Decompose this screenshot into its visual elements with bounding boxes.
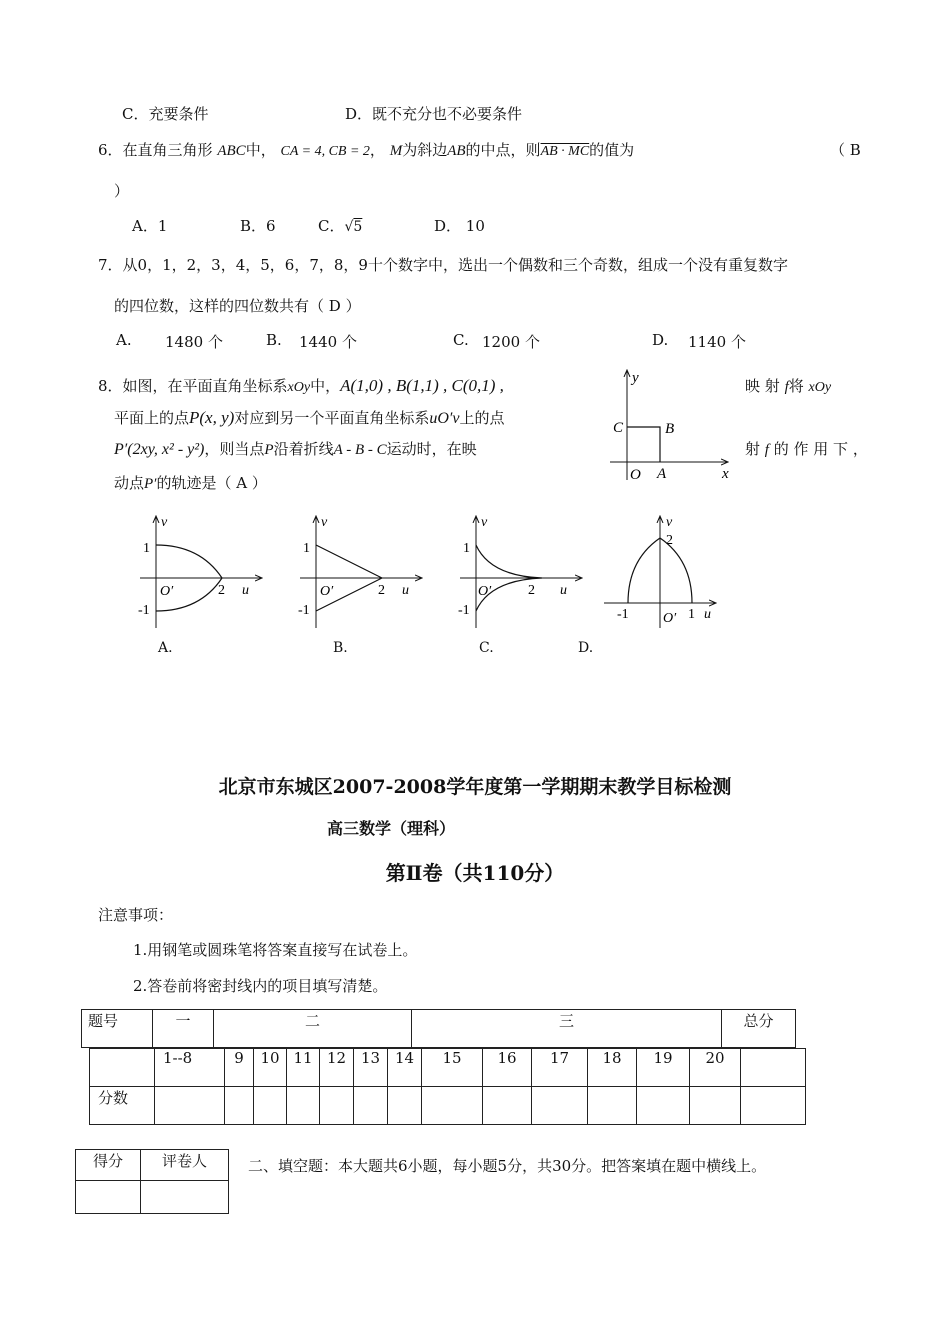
- q8-text: 沿着折线: [273, 440, 334, 458]
- cell-q20: 20: [690, 1049, 741, 1087]
- q7-option-c: C.: [453, 331, 469, 349]
- score-cell[interactable]: [532, 1087, 588, 1125]
- q6-option-a: A．1: [132, 217, 168, 235]
- tick-neg1: -1: [458, 603, 470, 618]
- cell-q14: 14: [388, 1049, 422, 1087]
- score-cell[interactable]: [588, 1087, 637, 1125]
- cell-score-label: 分数: [90, 1087, 155, 1125]
- q8-text: 平面上的点: [114, 409, 190, 427]
- origin-label: O′: [478, 584, 492, 599]
- cell-q18: 18: [588, 1049, 637, 1087]
- u-label: u: [242, 583, 249, 598]
- cell-q9: 9: [225, 1049, 254, 1087]
- tick-neg1: -1: [298, 603, 310, 618]
- tick-1: 1: [463, 541, 470, 556]
- q8-text: 上的点: [459, 409, 505, 427]
- q5-option-c: C．充要条件: [122, 105, 209, 123]
- grader-table: [75, 1149, 229, 1214]
- tick-1: 1: [688, 607, 695, 622]
- score-table-header: [81, 1009, 796, 1048]
- q7-option-d: D.: [652, 331, 669, 349]
- q8-text: 的 作 用 下 ，: [773, 440, 868, 458]
- x-label: x: [722, 466, 729, 482]
- grader-score-cell[interactable]: [76, 1181, 141, 1214]
- q7-option-d-value: 1140 个: [688, 333, 746, 351]
- q8-point: P′: [144, 476, 157, 492]
- q7-line1: 7．从0，1，2，3，4，5，6，7，8，9十个数字中，选出一个偶数和三个奇数，组成一个没有重复数字: [98, 256, 788, 274]
- origin-label: O′: [160, 584, 174, 599]
- score-cell[interactable]: [320, 1087, 354, 1125]
- q6-option-d: D． 10: [434, 217, 485, 235]
- q8-text: 射: [745, 440, 761, 458]
- origin-label: O: [630, 467, 641, 483]
- point-b-label: B: [665, 421, 675, 437]
- score-cell[interactable]: [287, 1087, 320, 1125]
- q8-text: 8．如图，在平面直角坐标系: [98, 377, 288, 395]
- cell-q15: 15: [422, 1049, 483, 1087]
- score-cell[interactable]: [741, 1087, 806, 1125]
- section-2-heading: 二、填空题：本大题共6小题，每小题5分，共30分。把答案填在题中横线上。: [248, 1157, 767, 1175]
- graph-label-c: C.: [479, 640, 494, 656]
- q8-text: 动点: [114, 474, 145, 492]
- score-cell[interactable]: [422, 1087, 483, 1125]
- notice-item-1: 1.用钢笔或圆珠笔将答案直接写在试卷上。: [133, 941, 418, 959]
- q8-line2: [114, 407, 505, 428]
- score-cell[interactable]: [225, 1087, 254, 1125]
- cell-blank: [90, 1049, 155, 1087]
- cell-q11: 11: [287, 1049, 320, 1087]
- q6-text: 的中点，则: [465, 141, 541, 159]
- q6-dot-product: AB · MC: [540, 144, 590, 159]
- tick-2: 2: [218, 583, 225, 598]
- graph-c: [450, 510, 590, 635]
- q8-figure: [600, 362, 740, 487]
- q8-line1-right: [745, 375, 831, 396]
- cell-q10: 10: [254, 1049, 287, 1087]
- q8-map: f: [764, 442, 769, 458]
- q6-number: 6．: [98, 141, 123, 159]
- q7-option-b-value: 1440 个: [299, 333, 357, 351]
- q8-text: 映 射: [745, 377, 780, 395]
- cell-total-score[interactable]: [741, 1049, 806, 1087]
- graph-label-d: D.: [578, 640, 594, 656]
- q6-text: 中，: [245, 141, 276, 159]
- q7-line2: 的四位数，这样的四位数共有（ D ）: [114, 297, 361, 315]
- q8-point-p: P(x, y): [189, 408, 235, 427]
- tick-1: 1: [303, 541, 310, 556]
- q8-point: P: [264, 442, 274, 458]
- cell-q19: 19: [637, 1049, 690, 1087]
- notice-item-2: 2.答卷前将密封线内的项目填写清楚。: [133, 977, 388, 995]
- q8-text: 的轨迹是（ A ）: [156, 474, 267, 492]
- square-path: [627, 427, 660, 462]
- q7-option-c-value: 1200 个: [482, 333, 540, 351]
- cell-q13: 13: [354, 1049, 388, 1087]
- y-label: y: [632, 370, 639, 386]
- score-cell[interactable]: [155, 1087, 225, 1125]
- q8-image-point: P′(2xy, x² - y²): [114, 441, 205, 458]
- q6-text: 为斜边: [402, 141, 448, 159]
- q8-line3-right: [745, 438, 868, 459]
- score-cell[interactable]: [637, 1087, 690, 1125]
- grader-score-label: 得分: [76, 1150, 141, 1181]
- origin-label: O′: [320, 584, 334, 599]
- q6-triangle: ABC: [217, 143, 246, 159]
- q8-text: 对应到另一个平面直角坐标系: [234, 409, 430, 427]
- q8-text: 中，: [310, 377, 341, 395]
- cell-question-number: 题号: [82, 1010, 153, 1048]
- q6-text: 的值为: [589, 141, 635, 159]
- score-cell[interactable]: [690, 1087, 741, 1125]
- exam-subtitle: 高三数学（理科）: [327, 819, 456, 838]
- exam-title: 北京市东城区2007-2008学年度第一学期期末教学目标检测: [218, 776, 732, 798]
- q8-map: f: [784, 379, 789, 395]
- q6-segment: AB: [447, 143, 466, 159]
- point-c-label: C: [613, 420, 624, 436]
- u-label: u: [402, 583, 409, 598]
- q5-option-d: D．既不充分也不必要条件: [345, 105, 523, 123]
- cell-total: 总分: [722, 1010, 796, 1048]
- grader-name-cell[interactable]: [141, 1181, 229, 1214]
- q6-given: CA = 4, CB = 2: [280, 144, 370, 159]
- origin-label: O′: [663, 611, 677, 626]
- q8-text: ，则当点: [204, 440, 265, 458]
- tick-2: 2: [378, 583, 385, 598]
- v-label: v: [481, 515, 488, 530]
- q8-plane-uv: uO′v: [429, 410, 460, 427]
- q8-plane: xOy: [287, 380, 311, 395]
- graph-b: [290, 510, 430, 635]
- cell-q12: 12: [320, 1049, 354, 1087]
- score-cell[interactable]: [354, 1087, 388, 1125]
- graph-label-a: A.: [158, 640, 173, 656]
- q6-answer: （ B: [830, 141, 861, 159]
- q7-option-a: A.: [116, 331, 132, 349]
- q8-plane: xOy: [808, 380, 832, 395]
- cell-section-1: 一: [153, 1010, 214, 1048]
- cell-q16: 16: [483, 1049, 532, 1087]
- cell-section-2: 二: [214, 1010, 412, 1048]
- tick-2: 2: [528, 583, 535, 598]
- v-label: v: [666, 515, 673, 530]
- tick-neg1: -1: [617, 607, 629, 622]
- q6-text: 在直角三角形: [122, 141, 213, 159]
- q6-point: M: [389, 143, 403, 159]
- cell-q17: 17: [532, 1049, 588, 1087]
- v-label: v: [321, 515, 328, 530]
- question-6: [98, 139, 634, 160]
- u-label: u: [704, 607, 711, 622]
- q6-option-c-label: C．: [318, 217, 345, 235]
- q6-text: ，: [369, 141, 385, 159]
- q6-option-b: B．6: [240, 217, 276, 235]
- tick-neg1: -1: [138, 603, 150, 618]
- q8-text: 运动时，在映: [386, 440, 477, 458]
- graph-label-b: B.: [333, 640, 348, 656]
- tick-2: 2: [666, 533, 673, 548]
- score-cell[interactable]: [388, 1087, 422, 1125]
- cell-q1-8: 1--8: [155, 1049, 225, 1087]
- q6-sqrt-value: 5: [353, 219, 363, 235]
- score-cell[interactable]: [483, 1087, 532, 1125]
- tick-1: 1: [143, 541, 150, 556]
- graph-a: [130, 510, 270, 635]
- point-a-label: A: [657, 466, 667, 482]
- cell-section-3: 三: [412, 1010, 722, 1048]
- u-label: u: [560, 583, 567, 598]
- q8-line1: [98, 375, 504, 396]
- q7-option-a-value: 1480 个: [165, 333, 223, 351]
- q8-text: 将: [788, 377, 804, 395]
- q6-answer-close: ）: [114, 182, 130, 200]
- score-table-body: [89, 1048, 806, 1125]
- q8-line3: [114, 438, 477, 459]
- q7-option-b: B.: [266, 331, 282, 349]
- q8-points: A(1,0) , B(1,1) , C(0,1) ,: [340, 376, 504, 395]
- graph-d: [600, 510, 720, 635]
- notice-head: 注意事项：: [98, 906, 174, 924]
- v-label: v: [161, 515, 168, 530]
- grader-name-label: 评卷人: [141, 1150, 229, 1181]
- q8-path: A - B - C: [333, 442, 387, 458]
- q6-option-c: C．√5: [318, 217, 363, 235]
- q8-line4: [114, 472, 267, 493]
- part-title: 第Ⅱ卷（共110分）: [385, 861, 565, 885]
- score-cell[interactable]: [254, 1087, 287, 1125]
